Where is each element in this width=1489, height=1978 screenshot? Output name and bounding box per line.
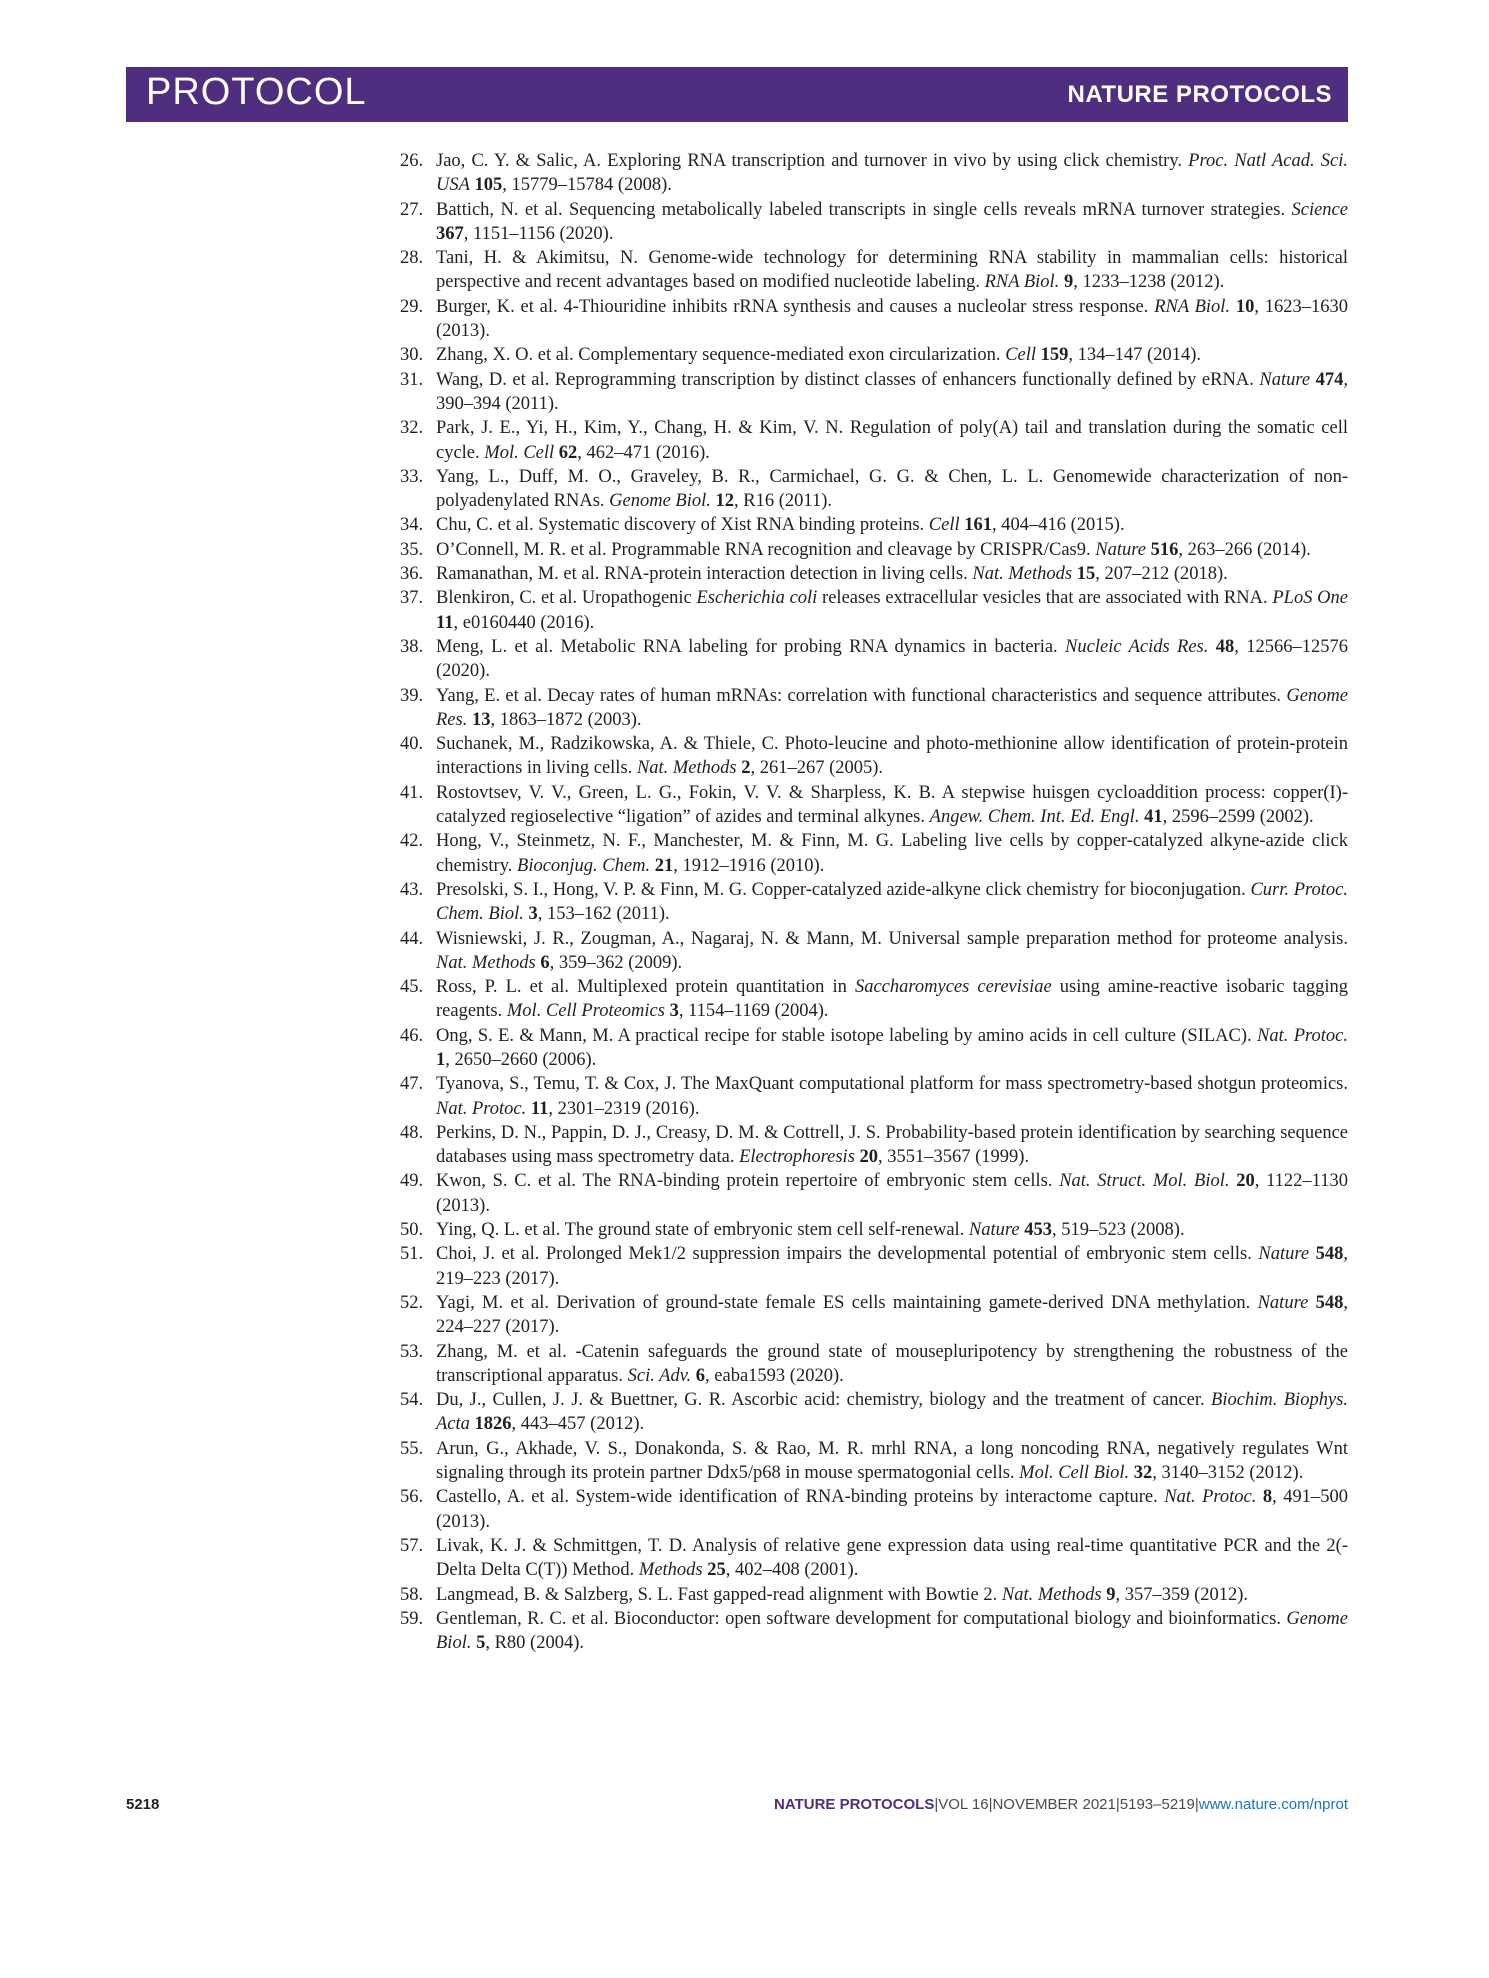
reference-text-segment: , R80 (2004).: [485, 1633, 585, 1654]
reference-number: 32.: [400, 418, 424, 439]
reference-text: [436, 151, 1348, 195]
reference-number: 45.: [400, 977, 424, 998]
reference-volume: 367: [436, 223, 464, 244]
reference-text: [436, 1342, 1348, 1386]
reference-text-segment: Ong, S. E. & Mann, M. A practical recipe for stable isotope labeling by amino acids in cell culture (SILAC).: [436, 1025, 1257, 1046]
reference-volume: 32: [1133, 1463, 1153, 1484]
footer-separator: |: [934, 1796, 939, 1813]
reference-text-segment: Choi, J. et al. Prolonged Mek1/2 suppression impairs the developmental potential of embryonic stem cells.: [436, 1244, 1259, 1265]
reference-volume: 10: [1235, 296, 1255, 317]
reference-text-segment: , 153–162 (2011).: [537, 904, 670, 925]
reference-item: [400, 732, 1348, 781]
reference-volume: 548: [1315, 1292, 1344, 1313]
reference-item: [400, 149, 1348, 198]
reference-italic-text: Nat. Struct. Mol. Biol.: [1059, 1171, 1230, 1192]
reference-italic-text: Nature: [1258, 1244, 1310, 1265]
reference-item: [400, 927, 1348, 976]
reference-text-segment: Perkins, D. N., Pappin, D. J., Creasy, D. M. & Cottrell, J. S. Probability-based protein identification by searching sequence databases using mass spectrometry data.: [436, 1122, 1348, 1168]
reference-volume: 20: [1236, 1171, 1255, 1192]
reference-text: [436, 880, 1348, 924]
reference-text: [436, 248, 1348, 292]
footer-separator: |: [1194, 1796, 1199, 1813]
reference-text: [436, 1244, 1348, 1288]
reference-number: 34.: [400, 515, 424, 536]
reference-text-segment: [1308, 1293, 1315, 1313]
reference-text-segment: , 1623–1630 (2013).: [436, 296, 1349, 342]
footer-separator: |: [1115, 1796, 1120, 1813]
reference-text-segment: Yang, E. et al. Decay rates of human mRNAs: correlation with functional characteristics and sequence attributes.: [436, 685, 1287, 706]
reference-text-segment: , R16 (2011).: [734, 491, 832, 512]
reference-text-segment: , 12566–12576 (2020).: [436, 636, 1349, 682]
reference-volume: 11: [530, 1098, 549, 1119]
reference-text-segment: Presolski, S. I., Hong, V. P. & Finn, M. G. Copper-catalyzed azide-alkyne click chemistry for bioconjugation.: [436, 879, 1251, 900]
reference-text-segment: Rostovtsev, V. V., Green, L. G., Fokin, V. V. & Sharpless, K. B. A stepwise huisgen cycloaddition process: copper(I)-catalyzed regioselective “ligation” of azides and terminal alkynes.: [436, 782, 1348, 828]
reference-text-segment: , 359–362 (2009).: [549, 952, 683, 973]
reference-italic-text: Genome Biol.: [609, 491, 711, 512]
reference-text-segment: Ross, P. L. et al. Multiplexed protein quantitation in: [436, 977, 855, 998]
reference-text-segment: , e0160440 (2016).: [453, 612, 595, 633]
reference-italic-text: Genome Res.: [436, 685, 1348, 730]
reference-text-segment: Burger, K. et al. 4-Thiouridine inhibits rRNA synthesis and causes a nucleolar stress response.: [436, 296, 1155, 317]
reference-number: 55.: [400, 1438, 424, 1459]
reference-text-segment: , 3551–3567 (1999).: [878, 1147, 1030, 1168]
reference-text: [436, 831, 1348, 875]
reference-italic-text: Mol. Cell Proteomics: [506, 1001, 665, 1022]
reference-number: 41.: [400, 782, 424, 803]
reference-item: [400, 295, 1348, 344]
reference-text-segment: , 1154–1169 (2004).: [678, 1001, 829, 1022]
reference-item: [400, 781, 1348, 830]
reference-volume: 1: [436, 1049, 446, 1070]
reference-italic-text: Nat. Protoc.: [436, 1098, 527, 1119]
reference-text-segment: Wang, D. et al. Reprogramming transcription by distinct classes of enhancers functionally defined by eRNA.: [436, 369, 1260, 390]
reference-volume: 3: [528, 904, 538, 925]
reference-text-segment: , 224–227 (2017).: [436, 1292, 1348, 1338]
reference-list: [400, 149, 1348, 1655]
reference-volume: 41: [1144, 807, 1163, 828]
reference-text-segment: , 134–147 (2014).: [1068, 345, 1201, 366]
reference-text: [436, 564, 1228, 584]
header-bar: [126, 67, 1348, 122]
reference-item: [400, 416, 1348, 465]
footer-citation: [774, 1796, 1348, 1813]
reference-item: [400, 684, 1348, 733]
reference-item: [400, 198, 1348, 247]
reference-text-segment: Park, J. E., Yi, H., Kim, Y., Chang, H. & Kim, V. N. Regulation of poly(A) tail and translation during the somatic cell cycle.: [436, 418, 1348, 463]
reference-text: [436, 515, 1125, 535]
reference-italic-text: Nucleic Acids Res.: [1065, 636, 1209, 657]
reference-volume: 3: [669, 1001, 679, 1022]
reference-text-segment: Ramanathan, M. et al. RNA-protein interaction detection in living cells.: [436, 564, 973, 585]
footer-pages: 5193–5219: [1119, 1796, 1195, 1813]
reference-italic-text: Biochim. Biophys. Acta: [436, 1390, 1348, 1435]
reference-number: 47.: [400, 1074, 424, 1095]
reference-text-segment: , 462–471 (2016).: [577, 442, 710, 463]
reference-volume: 2: [741, 758, 751, 779]
reference-italic-text: RNA Biol.: [1154, 296, 1231, 317]
reference-item: [400, 513, 1348, 537]
reference-text-segment: , 443–457 (2012).: [511, 1414, 645, 1435]
reference-volume: 8: [1262, 1487, 1273, 1508]
reference-item: [400, 1218, 1348, 1242]
reference-number: 26.: [400, 151, 424, 171]
reference-text-segment: [1208, 637, 1215, 657]
reference-text-segment: releases extracellular vesicles that are associated with RNA.: [817, 588, 1273, 609]
reference-italic-text: Angew. Chem. Int. Ed. Engl.: [929, 807, 1140, 828]
reference-text: [436, 1220, 1185, 1240]
reference-number: 35.: [400, 539, 424, 560]
reference-number: 33.: [400, 466, 424, 487]
reference-italic-text: Mol. Cell Biol.: [1019, 1463, 1130, 1484]
footer-volume: VOL 16: [938, 1796, 989, 1813]
reference-item: [400, 1024, 1348, 1073]
reference-text: [436, 1439, 1348, 1483]
reference-text: [436, 370, 1348, 414]
reference-volume: 548: [1315, 1244, 1344, 1265]
reference-text-segment: , 207–212 (2018).: [1095, 564, 1228, 585]
reference-volume: 20: [859, 1147, 879, 1168]
reference-number: 37.: [400, 588, 424, 609]
reference-italic-text: Methods: [638, 1560, 703, 1581]
reference-italic-text: Curr. Protoc. Chem. Biol.: [436, 879, 1349, 925]
reference-number: 57.: [400, 1535, 424, 1556]
reference-number: 43.: [400, 879, 424, 900]
reference-text-segment: , 491–500 (2013).: [436, 1487, 1349, 1532]
reference-italic-text: Escherichia coli: [696, 588, 818, 609]
reference-number: 48.: [400, 1122, 424, 1143]
reference-volume: 15: [1076, 564, 1096, 585]
reference-item: [400, 246, 1348, 295]
reference-volume: 6: [695, 1365, 706, 1386]
reference-italic-text: RNA Biol.: [984, 272, 1060, 293]
reference-text-segment: Suchanek, M., Radzikowska, A. & Thiele, C. Photo-leucine and photo-methionine allow identification of protein-protein interactions in living cells.: [436, 734, 1348, 779]
reference-item: [400, 562, 1348, 586]
reference-number: 36.: [400, 564, 424, 585]
reference-text-segment: , 390–394 (2011).: [436, 369, 1349, 414]
reference-text-segment: Battich, N. et al. Sequencing metabolically labeled transcripts in single cells reveals mRNA turnover strategies.: [436, 199, 1292, 220]
reference-item: [400, 1340, 1348, 1389]
reference-text-segment: , 1151–1156 (2020).: [463, 223, 614, 244]
reference-text-segment: Yagi, M. et al. Derivation of ground-state female ES cells maintaining gamete-derived DNA methylation.: [436, 1292, 1258, 1313]
reference-text-segment: Kwon, S. C. et al. The RNA-binding protein repertoire of embryonic stem cells.: [436, 1171, 1060, 1192]
reference-text: [436, 540, 1311, 560]
reference-italic-text: Electrophoresis: [739, 1147, 855, 1168]
reference-item: [400, 1534, 1348, 1583]
reference-text: [436, 1487, 1348, 1531]
reference-text-segment: Langmead, B. & Salzberg, S. L. Fast gapped-read alignment with Bowtie 2.: [436, 1584, 1002, 1605]
reference-text-segment: Wisniewski, J. R., Zougman, A., Nagaraj, N. & Mann, M. Universal sample preparation method for proteome analysis.: [436, 928, 1348, 949]
reference-volume: 62: [558, 442, 578, 463]
reference-number: 44.: [400, 928, 424, 949]
footer-journal: NATURE PROTOCOLS: [774, 1796, 935, 1813]
reference-volume: 105: [474, 175, 503, 196]
reference-text-segment: , eaba1593 (2020).: [705, 1365, 844, 1386]
reference-volume: 25: [707, 1560, 726, 1581]
reference-text-segment: O’Connell, M. R. et al. Programmable RNA recognition and cleavage by CRISPR/Cas9.: [436, 539, 1096, 560]
reference-item: [400, 1485, 1348, 1534]
reference-volume: 474: [1315, 369, 1344, 390]
reference-volume: 1826: [474, 1414, 512, 1435]
reference-italic-text: Nat. Methods: [436, 952, 536, 973]
reference-text-segment: Zhang, M. et al. -Catenin safeguards the ground state of mousepluripotency by strengthening the robustness of the transcriptional apparatus.: [436, 1341, 1348, 1386]
reference-text: [436, 637, 1348, 681]
reference-text-segment: Yang, L., Duff, M. O., Graveley, B. R., Carmichael, G. G. & Chen, L. L. Genomewide characterization of non-polyadenylated RNAs.: [436, 466, 1348, 512]
page-number: 5218: [126, 1796, 160, 1813]
reference-text-segment: Castello, A. et al. System-wide identification of RNA-binding proteins by interactome capture.: [436, 1487, 1165, 1508]
reference-text-segment: using amine-reactive isobaric tagging reagents.: [436, 977, 1348, 1022]
reference-text-segment: , 3140–3152 (2012).: [1152, 1463, 1304, 1484]
reference-text: [436, 297, 1348, 341]
reference-number: 56.: [400, 1487, 424, 1508]
reference-italic-text: Cell: [928, 515, 960, 536]
reference-text: [436, 1026, 1348, 1070]
reference-text-segment: , 404–416 (2015).: [992, 515, 1125, 536]
reference-text: [436, 1609, 1348, 1653]
reference-volume: 48: [1215, 636, 1235, 657]
reference-number: 27.: [400, 199, 424, 220]
reference-item: [400, 586, 1348, 635]
reference-text: [436, 345, 1201, 365]
reference-text: [436, 734, 1348, 778]
reference-text: [436, 1293, 1348, 1337]
reference-item: [400, 975, 1348, 1024]
reference-item: [400, 878, 1348, 927]
reference-text: [436, 200, 1348, 244]
reference-item: [400, 1388, 1348, 1437]
reference-text-segment: Chu, C. et al. Systematic discovery of Xist RNA binding proteins.: [436, 515, 929, 536]
reference-text-segment: , 263–266 (2014).: [1178, 539, 1311, 560]
reference-item: [400, 1291, 1348, 1340]
reference-text-segment: Zhang, X. O. et al. Complementary sequence-mediated exon circularization.: [436, 345, 1006, 366]
reference-text-segment: Jao, C. Y. & Salic, A. Exploring RNA transcription and turnover in vivo by using click chemistry.: [436, 151, 1189, 171]
reference-item: [400, 829, 1348, 878]
reference-text-segment: , 2650–2660 (2006).: [445, 1049, 597, 1070]
reference-italic-text: Nat. Methods: [1001, 1584, 1102, 1605]
footer-separator: |: [988, 1796, 993, 1813]
reference-text: [436, 1171, 1348, 1215]
reference-text-segment: , 357–359 (2012).: [1115, 1584, 1249, 1605]
reference-italic-text: Cell: [1005, 345, 1037, 366]
reference-item: [400, 1121, 1348, 1170]
reference-text-segment: , 2301–2319 (2016).: [548, 1098, 700, 1119]
reference-text: [436, 467, 1348, 511]
reference-text-segment: , 219–223 (2017).: [436, 1244, 1349, 1289]
reference-italic-text: Bioconjug. Chem.: [517, 855, 651, 876]
reference-number: 29.: [400, 296, 424, 317]
reference-item: [400, 343, 1348, 367]
reference-italic-text: Genome Biol.: [436, 1608, 1348, 1654]
reference-item: [400, 1072, 1348, 1121]
reference-text: [436, 588, 1348, 632]
reference-volume: 5: [476, 1633, 486, 1654]
reference-volume: 13: [471, 709, 491, 730]
reference-number: 40.: [400, 734, 424, 755]
reference-text: [436, 929, 1348, 973]
reference-italic-text: PLoS One: [1272, 588, 1348, 609]
reference-number: 52.: [400, 1292, 424, 1313]
reference-volume: 516: [1150, 539, 1179, 560]
reference-text-segment: , 261–267 (2005).: [750, 758, 884, 779]
reference-text-segment: , 1233–1238 (2012).: [1073, 272, 1225, 293]
reference-text-segment: , 519–523 (2008).: [1052, 1220, 1185, 1241]
reference-volume: 453: [1024, 1220, 1053, 1241]
reference-number: 28.: [400, 248, 424, 269]
reference-italic-text: Nature: [1257, 1292, 1309, 1313]
reference-italic-text: Nat. Protoc.: [1257, 1025, 1348, 1046]
reference-text: [436, 977, 1348, 1021]
reference-number: 46.: [400, 1025, 424, 1046]
reference-text-segment: Livak, K. J. & Schmittgen, T. D. Analysis of relative gene expression data using real-time quantitative PCR and the 2(-Delta Delta C(T)) Method.: [436, 1535, 1348, 1581]
reference-number: 31.: [400, 369, 424, 390]
reference-item: [400, 465, 1348, 514]
journal-title: NATURE PROTOCOLS: [1067, 81, 1332, 108]
reference-italic-text: Nat. Protoc.: [1164, 1487, 1257, 1508]
reference-text: [436, 1390, 1348, 1434]
reference-item: [400, 368, 1348, 417]
reference-volume: 11: [436, 612, 454, 633]
reference-text-segment: Gentleman, R. C. et al. Bioconductor: open software development for computational biology and bioinformatics.: [436, 1608, 1287, 1629]
reference-text-segment: Du, J., Cullen, J. J. & Buettner, G. R. Ascorbic acid: chemistry, biology and the treatment of cancer.: [436, 1390, 1212, 1411]
reference-text: [436, 783, 1348, 827]
reference-item: [400, 1583, 1348, 1607]
reference-number: 50.: [400, 1220, 424, 1241]
reference-italic-text: Nature: [1095, 539, 1146, 560]
reference-volume: 161: [964, 515, 992, 536]
reference-text-segment: , 1122–1130 (2013).: [436, 1171, 1348, 1216]
reference-italic-text: Sci. Adv.: [627, 1365, 692, 1386]
reference-number: 49.: [400, 1171, 424, 1192]
reference-number: 58.: [400, 1584, 424, 1605]
footer-date: NOVEMBER 2021: [992, 1796, 1116, 1813]
reference-volume: 21: [654, 855, 674, 876]
reference-number: 39.: [400, 685, 424, 706]
reference-text-segment: Meng, L. et al. Metabolic RNA labeling for probing RNA dynamics in bacteria.: [436, 636, 1066, 657]
reference-text-segment: Tyanova, S., Temu, T. & Cox, J. The MaxQuant computational platform for mass spectrometry-based shotgun proteomics.: [436, 1074, 1348, 1095]
reference-text-segment: , 402–408 (2001).: [725, 1560, 859, 1581]
reference-item: [400, 1242, 1348, 1291]
reference-volume: 159: [1040, 345, 1069, 366]
reference-volume: 12: [715, 491, 735, 512]
reference-text: [436, 686, 1348, 730]
reference-item: [400, 1437, 1348, 1486]
reference-text-segment: , 1863–1872 (2003).: [490, 709, 642, 730]
reference-text-segment: Hong, V., Steinmetz, N. F., Manchester, M. & Finn, M. G. Labeling live cells by copper-catalyzed alkyne-azide click chemistry.: [436, 831, 1348, 876]
reference-text-segment: Ying, Q. L. et al. The ground state of embryonic stem cell self-renewal.: [436, 1220, 969, 1241]
reference-italic-text: Proc. Natl Acad. Sci. USA: [436, 151, 1348, 196]
reference-text: [436, 1585, 1248, 1605]
reference-text-segment: , 2596–2599 (2002).: [1162, 807, 1314, 828]
reference-text: [436, 1123, 1348, 1167]
reference-number: 30.: [400, 345, 424, 366]
reference-italic-text: Mol. Cell: [484, 442, 555, 463]
reference-volume: 6: [540, 952, 550, 973]
reference-item: [400, 538, 1348, 562]
reference-text: [436, 1074, 1348, 1118]
reference-volume: 9: [1063, 272, 1074, 293]
reference-number: 51.: [400, 1244, 424, 1265]
reference-italic-text: Nat. Methods: [636, 758, 737, 779]
reference-item: [400, 1607, 1348, 1656]
section-title: PROTOCOL: [146, 71, 367, 113]
reference-text-segment: , 15779–15784 (2008).: [502, 175, 672, 196]
reference-italic-text: Nat. Methods: [972, 564, 1073, 585]
reference-text-segment: Tani, H. & Akimitsu, N. Genome-wide technology for determining RNA stability in mammalian cells: historical perspective and recent advantages based on modified nucleotide labeling.: [436, 248, 1348, 293]
reference-text-segment: Arun, G., Akhade, V. S., Donakonda, S. & Rao, M. R. mrhl RNA, a long noncoding RNA, negatively regulates Wnt signaling through its protein partner Ddx5/p68 in mouse spermatogonial cells.: [436, 1438, 1348, 1484]
reference-volume: 9: [1106, 1584, 1116, 1605]
reference-item: [400, 1169, 1348, 1218]
reference-text: [436, 418, 1348, 462]
reference-number: 53.: [400, 1341, 424, 1362]
reference-italic-text: Nature: [968, 1220, 1020, 1241]
reference-item: [400, 635, 1348, 684]
reference-italic-text: Saccharomyces cerevisiae: [854, 977, 1052, 998]
reference-text: [436, 1536, 1348, 1580]
journal-url-link[interactable]: www.nature.com/nprot: [1198, 1796, 1348, 1813]
reference-number: 54.: [400, 1390, 424, 1411]
reference-number: 59.: [400, 1608, 424, 1629]
reference-text-segment: Blenkiron, C. et al. Uropathogenic: [436, 588, 697, 609]
reference-italic-text: Science: [1291, 199, 1348, 220]
reference-italic-text: Nature: [1259, 369, 1311, 390]
reference-text-segment: , 1912–1916 (2010).: [673, 855, 825, 876]
reference-number: 42.: [400, 831, 424, 852]
reference-number: 38.: [400, 636, 424, 657]
